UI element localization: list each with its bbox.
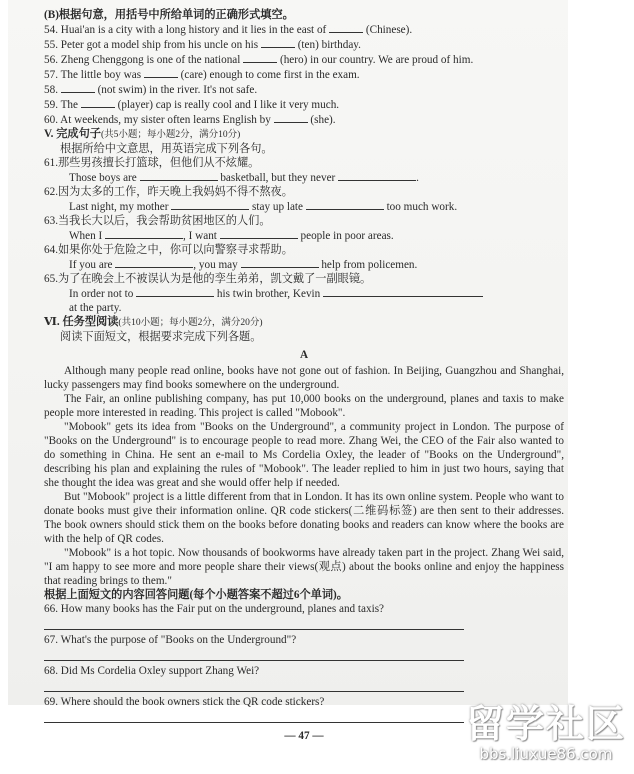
- chinese-prompt: 如果你处于危险之中，你可以向警察寻求帮助。: [57, 244, 293, 256]
- page-content: [44, 8, 564, 743]
- watermark-logo: 留学社区: [466, 702, 627, 746]
- sentence-part: his twin brother, Kevin: [216, 288, 321, 300]
- section-vi-heading: [44, 315, 564, 330]
- reading-passage: [44, 364, 564, 588]
- question-text: (hero) in our country. We are proud of him.: [279, 54, 474, 66]
- passage-paragraph: "Mobook" gets its idea from "Books on the Underground", a community project in London. The purpose of "Books on the Underground" is to encourage people to read more. Zhang Wei, the CEO of the Fair also wanted to do something in China. He sent an e-mail to Ms Cordelia Oxley, the leader of "Books on the Underground", describing his plan and explaining the rules of "Mobook". The leader replied to him in just two hours, saying that she thought the idea was great and she would offer help if needed.: [44, 421, 564, 489]
- question-text: Zheng Chenggong is one of the national: [60, 54, 241, 66]
- question-number: 63.: [44, 215, 58, 227]
- section-v-heading: [44, 127, 564, 142]
- watermark-url: bbs.liuxue86.com: [479, 745, 613, 763]
- section-title: Ⅵ. 任务型阅读: [44, 316, 119, 328]
- page-number: — 47 —: [284, 730, 324, 742]
- question-number: 62.: [44, 186, 58, 198]
- section-b-heading: (B)根据句意，用括号中所给单词的正确形式填空。: [44, 9, 294, 21]
- question-text: Peter got a model ship from his uncle on his: [60, 39, 259, 51]
- question-62: [44, 185, 564, 214]
- sentence-part: Those boys are: [69, 172, 137, 184]
- section-vi-instruction: 阅读下面短文，根据要求完成下列各题。: [60, 331, 262, 343]
- question-number: 69.: [44, 696, 58, 708]
- sentence-part: If you are: [69, 259, 113, 271]
- passage-paragraph: But "Mobook" project is a little different from that in London. It has its own online system. People who want to donate books must give their information online. QR code stickers(二维码标签) are then sent to their addresses. The book owners should stick them on the books before donating books and readers can know where the books are with the help of QR codes.: [44, 491, 564, 545]
- answer-line[interactable]: [44, 679, 464, 692]
- answer-blank[interactable]: [329, 22, 363, 33]
- question-number: 59.: [44, 99, 58, 111]
- question-number: 60.: [44, 114, 58, 126]
- sentence-part: In order not to: [69, 288, 134, 300]
- answer-blank[interactable]: [306, 199, 384, 210]
- question-65: [44, 272, 564, 315]
- passage-paragraph: Although many people read online, books have not gone out of fashion. In Beijing, Guangzhou and Shanghai, lucky passengers may find books somewhere on the underground.: [44, 365, 564, 391]
- answer-line[interactable]: [44, 617, 464, 630]
- question-text: Huai'an is a city with a long history and it lies in the east of: [60, 24, 327, 36]
- chinese-prompt: 为了在晚会上不被误认为是他的孪生弟弟，凯文戴了一副眼镜。: [57, 273, 372, 285]
- sentence-part: help from policemen.: [321, 259, 418, 271]
- question-number: 67.: [44, 634, 58, 646]
- question-number: 54.: [44, 24, 58, 36]
- question-number: 55.: [44, 39, 58, 51]
- answer-blank[interactable]: [61, 82, 95, 93]
- question-text: Did Ms Cordelia Oxley support Zhang Wei?: [60, 665, 260, 677]
- sentence-part: basketball, but they never: [220, 172, 336, 184]
- question-text: (care) enough to come first in the exam.: [180, 69, 360, 81]
- question-text: (Chinese).: [365, 24, 413, 36]
- question-55: [44, 37, 564, 52]
- passage-paragraph: "Mobook" is a hot topic. Now thousands of bookworms have already taken part in the project. Zhang Wei said, "I am happy to see more and more people share their views(观点) about the books online and enjoy the happiness that reading brings to them.": [44, 547, 564, 587]
- sentence-part: When I: [69, 230, 103, 242]
- question-number: 68.: [44, 665, 58, 677]
- question-number: 66.: [44, 603, 58, 615]
- passage-paragraph: The Fair, an online publishing company, has put 10,000 books on the underground, planes and taxis to make people more interested in reading. This project is called "Mobook".: [44, 393, 564, 419]
- question-text: The: [60, 99, 78, 111]
- answer-blank[interactable]: [144, 67, 178, 78]
- answer-blank[interactable]: [105, 228, 183, 239]
- question-66: [44, 602, 564, 630]
- question-number: 65.: [44, 273, 58, 285]
- answer-blank[interactable]: [136, 286, 214, 297]
- chinese-prompt: 那些男孩擅长打篮球，但他们从不炫耀。: [57, 157, 260, 169]
- answer-blank[interactable]: [140, 170, 218, 181]
- sentence-part: , I want: [183, 230, 217, 242]
- question-text: (player) cap is really cool and I like it very much.: [117, 99, 340, 111]
- question-59: [44, 97, 564, 112]
- answer-blank[interactable]: [323, 286, 483, 297]
- question-text: What's the purpose of "Books on the Underground"?: [60, 634, 297, 646]
- answer-line[interactable]: [44, 710, 464, 723]
- question-text: Where should the book owners stick the QR code stickers?: [60, 696, 325, 708]
- answer-blank[interactable]: [220, 228, 298, 239]
- question-number: 56.: [44, 54, 58, 66]
- answer-blank[interactable]: [171, 199, 249, 210]
- question-number: 61.: [44, 157, 58, 169]
- section-v-instruction: 根据所给中文意思，用英语完成下列各句。: [60, 143, 273, 155]
- question-text: (ten) birthday.: [297, 39, 361, 51]
- passage-title: A: [299, 349, 309, 361]
- section-note: (共5小题；每小题2分，满分10分): [100, 130, 241, 140]
- sentence-part: stay up late: [252, 201, 303, 213]
- question-58: [44, 82, 564, 97]
- section-title: V. 完成句子: [44, 128, 101, 140]
- question-61: [44, 156, 564, 185]
- question-56: [44, 52, 564, 67]
- site-watermark: [466, 703, 626, 773]
- question-text: The little boy was: [60, 69, 142, 81]
- answer-blank[interactable]: [261, 37, 295, 48]
- chinese-prompt: 因为太多的工作，昨天晚上我妈妈不得不熬夜。: [57, 186, 293, 198]
- answer-blank[interactable]: [243, 52, 277, 63]
- question-number: 64.: [44, 244, 58, 256]
- question-67: [44, 633, 564, 661]
- answer-blank[interactable]: [81, 97, 115, 108]
- sentence-part: at the party.: [69, 302, 122, 314]
- question-instruction: 根据上面短文的内容回答问题(每个小题答案不超过6个单词)。: [44, 589, 348, 601]
- question-number: 57.: [44, 69, 58, 81]
- question-number: 58.: [44, 84, 58, 96]
- question-68: [44, 664, 564, 692]
- question-text: (she).: [310, 114, 336, 126]
- question-text: (not swim) in the river. It's not safe.: [97, 84, 258, 96]
- answer-line[interactable]: [44, 648, 464, 661]
- question-57: [44, 67, 564, 82]
- chinese-prompt: 当我长大以后，我会帮助贫困地区的人们。: [57, 215, 271, 227]
- question-text: How many books has the Fair put on the underground, planes and taxis?: [60, 603, 385, 615]
- sentence-part: too much work.: [386, 201, 458, 213]
- question-54: [44, 22, 564, 37]
- answer-blank[interactable]: [274, 112, 308, 123]
- sentence-part: , you may: [193, 259, 238, 271]
- sentence-part: people in poor areas.: [300, 230, 394, 242]
- question-text: At weekends, my sister often learns English by: [60, 114, 271, 126]
- answer-blank[interactable]: [241, 257, 319, 268]
- answer-blank[interactable]: [338, 170, 416, 181]
- question-60: [44, 112, 564, 127]
- answer-blank[interactable]: [115, 257, 193, 268]
- question-63: [44, 214, 564, 243]
- section-note: (共10小题；每小题2分，满分20分): [118, 318, 263, 328]
- sentence-part: .: [416, 172, 419, 184]
- sentence-part: Last night, my mother: [69, 201, 169, 213]
- question-64: [44, 243, 564, 272]
